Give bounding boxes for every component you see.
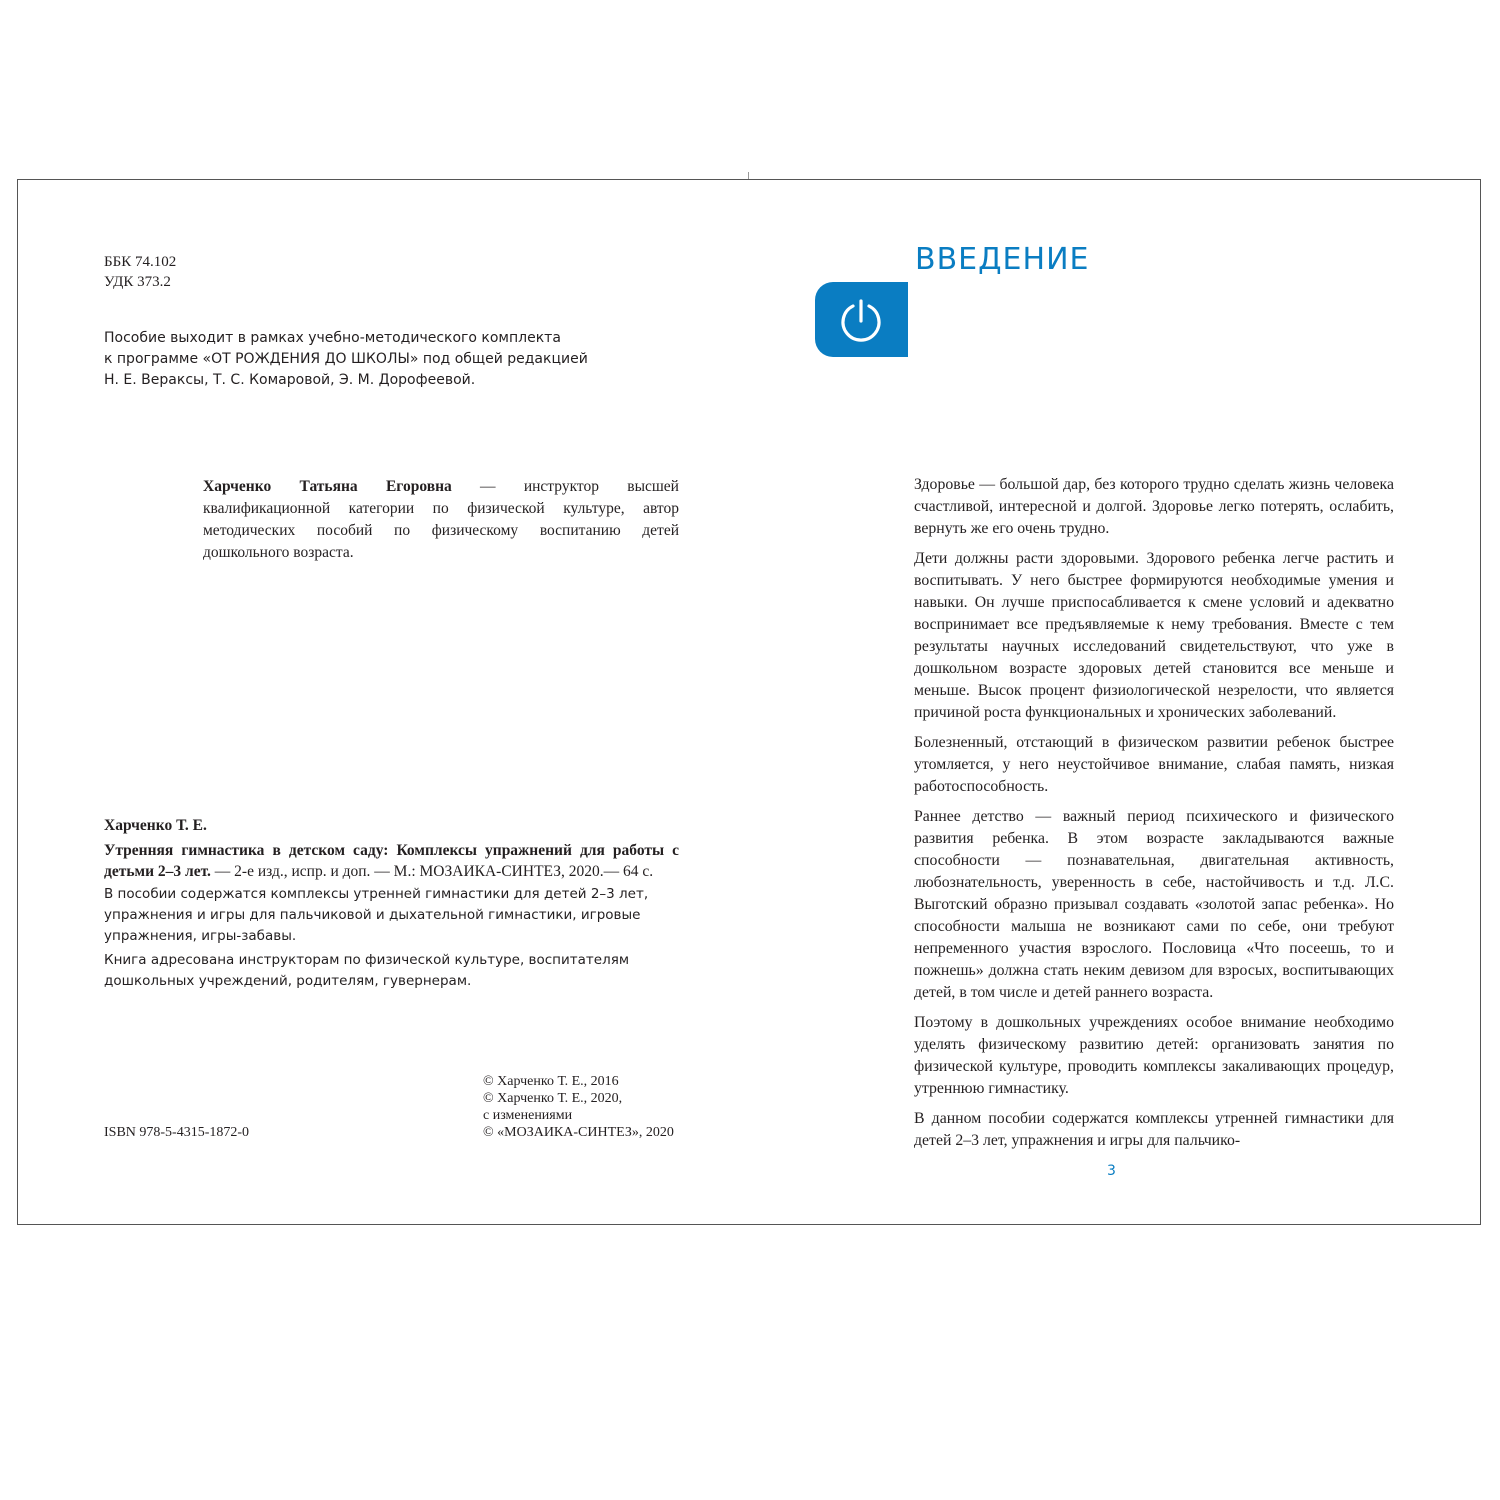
paragraph: Раннее детство — важный период психического и физического развития ребенка. В этом возрасте закладываются важные способности — познавательная, двигательная активность, любознательность, уверенность в себе, настойчивость и т.д. Л.С. Выготский образно призывал создавать «золотой запас ребенка». Но способности малыша не возникают сами по себе, они требуют непременного участия взрослого. Пословица «Что посеешь, то и пожнешь» должна стать неким девизом для взросых, воспитывающих детей, в том числе и детей раннего возраста.	[914, 808, 1394, 1001]
biblio-author: Харченко Т. Е.	[104, 817, 207, 834]
biblio-record	[104, 840, 679, 882]
bbk-code: ББК 74.102	[104, 254, 177, 270]
series-line: к программе «ОТ РОЖДЕНИЯ ДО ШКОЛЫ» под общей редакцией	[104, 351, 588, 367]
power-icon	[838, 297, 884, 343]
biblio-title: Утренняя гимнастика в детском саду: Комплексы упражнений для работы с детьми 2–3 лет.	[104, 842, 679, 880]
paragraph: Дети должны расти здоровыми. Здорового ребенка легче растить и воспитывать. У него быстрее формируются необходимые умения и навыки. Он лучше приспосабливается к смене условий и адекватно воспринимает все предъявляемые к нему требования. Вместе с тем результаты научных исследований свидетельствуют, что уже в дошкольном возрасте здоровых детей становится все меньше и меньше. Высок процент физиологической незрелости, что является причиной роста функциональных и хронических заболеваний.	[914, 550, 1394, 721]
annotation-paragraph: Книга адресована инструкторам по физической культуре, воспитателям дошкольных учреждений, родителям, гувернерам.	[104, 952, 630, 989]
author-description: — инструктор высшей квалификационной категории по физической культуре, автор методических пособий по физическому воспитанию детей дошкольного возраста.	[203, 478, 679, 561]
copyright-line: © «МОЗАИКА-СИНТЕЗ», 2020	[483, 1125, 674, 1140]
author-info	[203, 476, 679, 564]
classification-codes	[104, 252, 176, 292]
copyright-line: © Харченко Т. Е., 2016	[483, 1074, 619, 1089]
copyright-line: с изменениями	[483, 1108, 573, 1123]
series-note	[104, 328, 588, 391]
udk-code: УДК 373.2	[104, 274, 171, 290]
series-line: Н. Е. Вераксы, Т. С. Комаровой, Э. М. Дорофеевой.	[104, 372, 476, 388]
page-number: 3	[1107, 1163, 1116, 1179]
copyright-line: © Харченко Т. Е., 2020,	[483, 1091, 623, 1106]
paragraph: В данном пособии содержатся комплексы утренней гимнастики для детей 2–3 лет, упражнения и игры для пальчико-	[914, 1110, 1394, 1149]
biblio-imprint: — 2-е изд., испр. и доп. — М.: МОЗАИКА-СИНТЕЗ, 2020.— 64 с.	[210, 863, 654, 880]
copyright-block	[483, 1073, 674, 1141]
author-full-name: Харченко Татьяна Егоровна	[203, 478, 452, 495]
series-line: Пособие выходит в рамках учебно-методического комплекта	[104, 330, 561, 346]
paragraph: Здоровье — большой дар, без которого трудно сделать жизнь человека счастливой, интересной и долгой. Здоровье легко потерять, ослабить, вернуть же его очень трудно.	[914, 476, 1394, 537]
paragraph: Поэтому в дошкольных учреждениях особое внимание необходимо уделять физическому развитию детей: организовать занятия по физической культуре, проводить комплексы закаливающих процедур, утреннюю гимнастику.	[914, 1014, 1394, 1097]
paragraph: Болезненный, отстающий в физическом развитии ребенок быстрее утомляется, у него неустойчивое внимание, слабая память, низкая работоспособность.	[914, 734, 1394, 795]
chapter-badge	[815, 282, 908, 357]
chapter-title: ВВЕДЕНИЕ	[915, 242, 1090, 277]
intro-body	[914, 474, 1394, 1160]
annotation-paragraph: В пособии содержатся комплексы утренней гимнастики для детей 2–3 лет, упражнения и игры для пальчиковой и дыхательной гимнастики, игровые упражнения, игры-забавы.	[104, 886, 649, 944]
isbn: ISBN 978-5-4315-1872-0	[104, 1125, 250, 1140]
